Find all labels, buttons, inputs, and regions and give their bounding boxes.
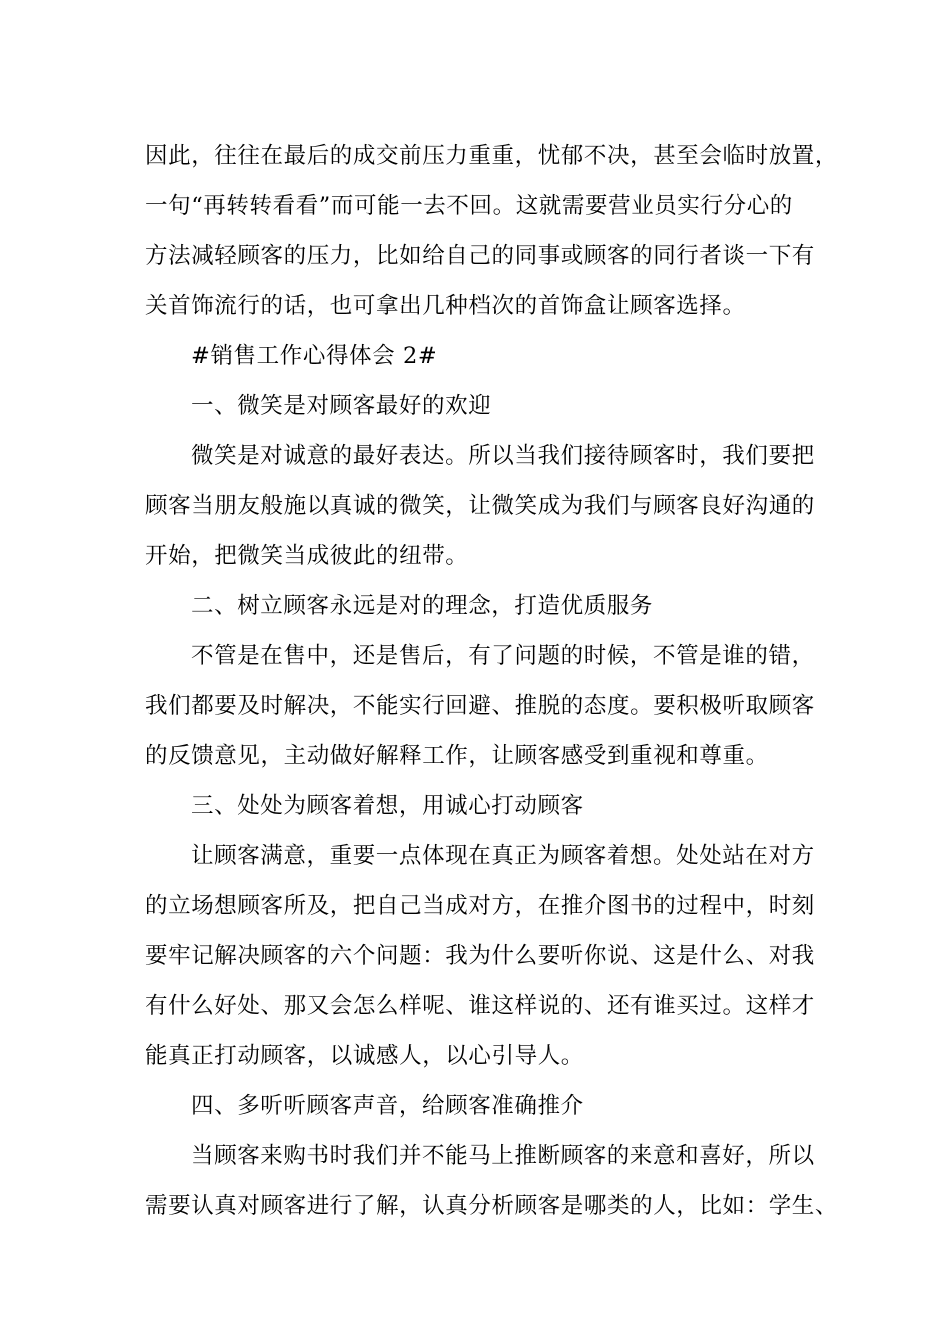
section-heading: #销售工作心得体会 2# <box>191 343 438 369</box>
text-line: 不管是在售中，还是售后，有了问题的时候，不管是谁的错， <box>191 643 815 669</box>
text-line: 能真正打动顾客，以诚感人，以心引导人。 <box>145 1043 584 1069</box>
text-line: 要牢记解决顾客的六个问题：我为什么要听你说、这是什么、对我 <box>145 943 815 969</box>
text-line: 一句“再转转看看”而可能一去不回。这就需要营业员实行分心的 <box>145 193 793 219</box>
text-line: 需要认真对顾客进行了解，认真分析顾客是哪类的人，比如：学生、 <box>145 1193 839 1219</box>
text-line: 开始，把微笑当成彼此的纽带。 <box>145 543 469 569</box>
text-line: 的反馈意见，主动做好解释工作，让顾客感受到重视和尊重。 <box>145 743 769 769</box>
text-line: 我们都要及时解决，不能实行回避、推脱的态度。要积极听取顾客 <box>145 693 815 719</box>
text-line: 方法减轻顾客的压力，比如给自己的同事或顾客的同行者谈一下有 <box>145 243 815 269</box>
subheading-4: 四、多听听顾客声音，给顾客准确推介 <box>191 1093 584 1119</box>
text-line: 因此，往往在最后的成交前压力重重，忧郁不决，甚至会临时放置， <box>145 143 839 169</box>
text-line: 让顾客满意，重要一点体现在真正为顾客着想。处处站在对方 <box>191 843 815 869</box>
document-body <box>145 131 839 1231</box>
subheading-2: 二、树立顾客永远是对的理念，打造优质服务 <box>191 593 654 619</box>
text-line: 顾客当朋友般施以真诚的微笑，让微笑成为我们与顾客良好沟通的 <box>145 493 815 519</box>
text-line: 的立场想顾客所及，把自己当成对方，在推介图书的过程中，时刻 <box>145 893 815 919</box>
text-line: 关首饰流行的话，也可拿出几种档次的首饰盒让顾客选择。 <box>145 293 746 319</box>
text-line: 有什么好处、那又会怎么样呢、谁这样说的、还有谁买过。这样才 <box>145 993 815 1019</box>
subheading-1: 一、微笑是对顾客最好的欢迎 <box>191 393 492 419</box>
subheading-3: 三、处处为顾客着想，用诚心打动顾客 <box>191 793 584 819</box>
text-line: 微笑是对诚意的最好表达。所以当我们接待顾客时，我们要把 <box>191 443 815 469</box>
text-line: 当顾客来购书时我们并不能马上推断顾客的来意和喜好，所以 <box>191 1143 815 1169</box>
